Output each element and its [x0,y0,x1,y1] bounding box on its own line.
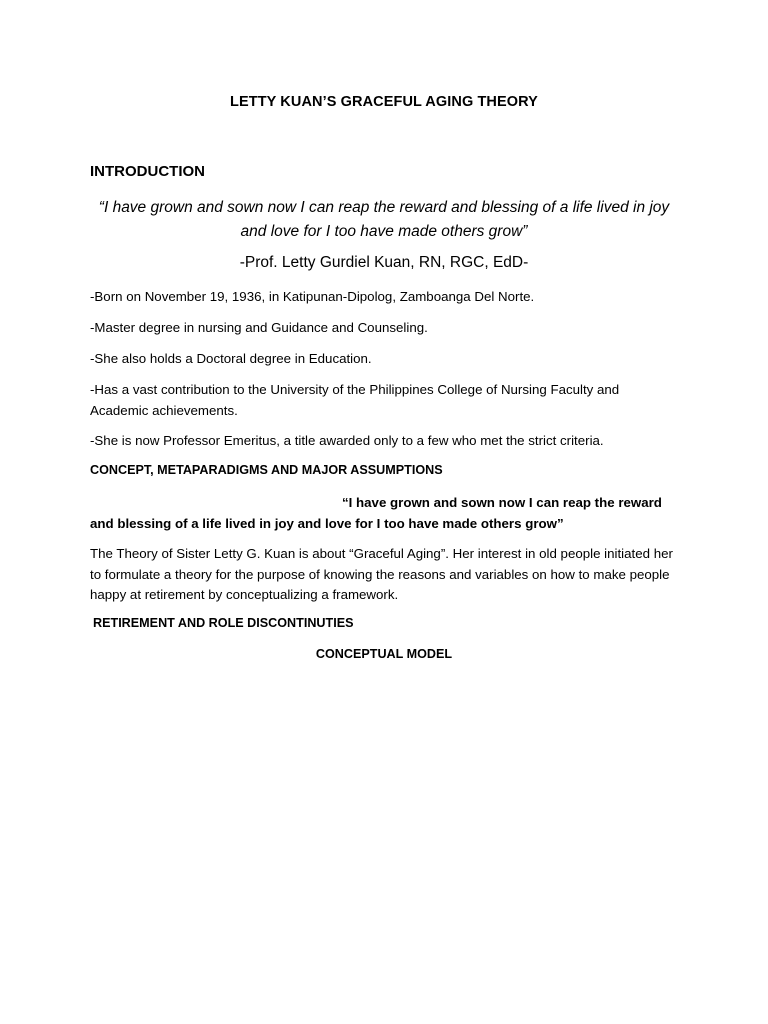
retirement-heading: RETIREMENT AND ROLE DISCONTINUTIES [93,616,354,630]
introduction-heading: INTRODUCTION [90,163,205,180]
document-title: LETTY KUAN’S GRACEFUL AGING THEORY [230,94,538,110]
concept-paragraph: The Theory of Sister Letty G. Kuan is about “Graceful Aging”. Her interest in old people initiated her to formulate a theory for the purpose of knowing the reasons and variables on how to make people happy at retirement by conceptualizing a framework. [90,546,673,602]
concept-heading: CONCEPT, METAPARADIGMS AND MAJOR ASSUMPTIONS [90,463,443,477]
concept-quote: “I have grown and sown now I can reap the reward and blessing of a life lived in joy and love for I too have made others grow” [90,495,662,531]
bio-item-masters: -Master degree in nursing and Guidance and Counseling. [90,320,428,335]
bio-item-birth: -Born on November 19, 1936, in Katipunan-Dipolog, Zamboanga Del Norte. [90,289,535,304]
bio-item-contribution: -Has a vast contribution to the University of the Philippines College of Nursing Faculty and Academic achievements. [90,382,620,418]
conceptual-model-heading: CONCEPTUAL MODEL [315,647,453,661]
introduction-quote: “I have grown and sown now I can reap the reward and blessing of a life lived in joy and love for I too have made others grow” [98,199,670,240]
bio-item-emeritus: -She is now Professor Emeritus, a title awarded only to a few who met the strict criteria. [90,433,604,448]
bio-item-doctorate: -She also holds a Doctoral degree in Education. [90,351,372,366]
quote-attribution: -Prof. Letty Gurdiel Kuan, RN, RGC, EdD- [239,254,529,271]
